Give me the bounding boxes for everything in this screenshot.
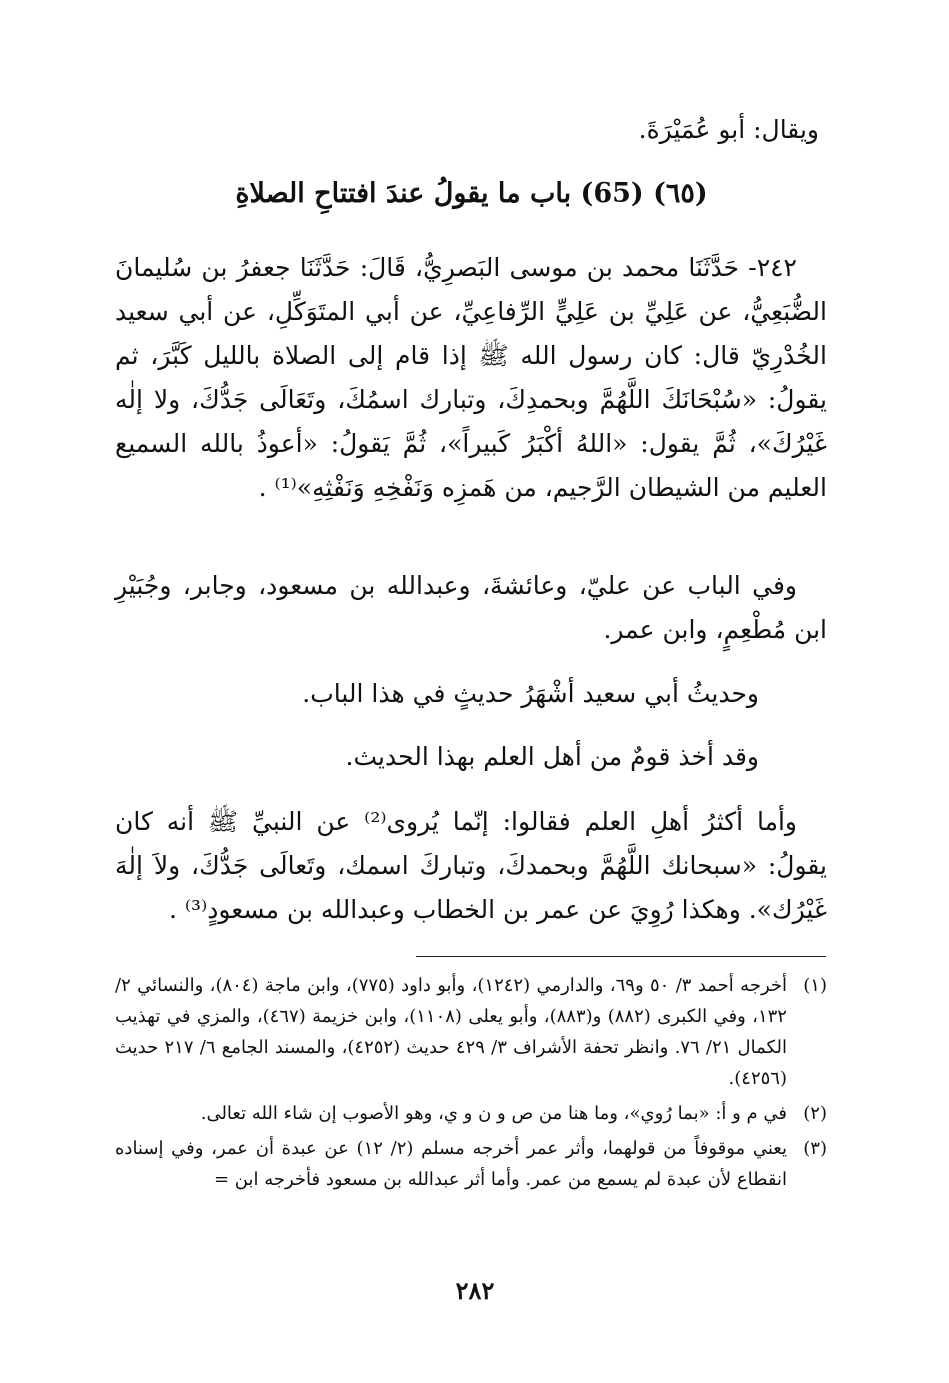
hadith-text: حَدَّثَنَا محمد بن موسى البَصرِيُّ، قَالَ: حَدَّثَنَا جعفرُ بن سُليمانَ الضُّبَعِيُّ، عن عَلِيِّ بن عَلِيٍّ الرِّفاعِيِّ، عن أبي المتَوَكِّلِ، عن أبي سعيد الخُدْرِيّ قال: كان رسول الله ﷺ إذا قام إلى الصلاة بالليل كَبَّرَ، ثم يقولُ: «سُبْحَانَكَ اللَّهُمَّ وبحمدِكَ، وتبارك اسمُكَ، وتَعَالَى جَدُّكَ، ولا إلٰه غَيْرُكَ»، ثُمَّ يقول: «اللهُ أكْبَرُ كَبيراً»، ثُمَّ يَقولُ: «أعوذُ بالله السميع العليم من الشيطان الرَّجيم، من هَمزِه وَنَفْخِهِ وَنَفْثِهِ»⁽¹⁾ . (115, 253, 827, 502)
intro-line: ويقال: أبو عُمَيْرَةَ. (638, 115, 819, 144)
footnote-text: أخرجه أحمد ٣/ ٥٠ و٦٩، والدارمي (١٢٤٢)، وأبو داود (٧٧٥)، وابن ماجة (٨٠٤)، والنسائي ٢/ ١٣٢، وفي الكبرى (٨٨٢) و(٨٨٣)، وأبو يعلى (١١٠٨)، وابن خزيمة (٤٦٧)، والمزي في تهذيب الكمال ٢١/ ٧٦. وانظر تحفة الأشراف ٣/ ٤٢٩ حديث (٤٢٥٢)، والمسند الجامع ٦/ ٢١٧ حديث (٤٢٥٦). (115, 975, 788, 1089)
footnote-text: في م و أ: «بما رُوي»، وما هنا من ص و ن و ي، وهو الأصوب إن شاء الله تعالى. (200, 1103, 787, 1124)
footnote-number: (٣) (803, 1138, 827, 1159)
footnote-number: (١) (803, 975, 827, 996)
footnote-2 (115, 1098, 827, 1129)
paragraph-text: وأما أكثرُ أهلِ العلم فقالوا: إنّما يُروى⁽²⁾ عن النبيِّ ﷺ أنه كان يقولُ: «سبحانك اللَّهُمَّ وبحمدكَ، وتباركَ اسمك، وتَعالَى جَدُّكَ، ولاَ إلٰهَ غَيْرُك». وهكذا رُوِيَ عن عمر بن الخطاب وعبدالله بن مسعودٍ⁽³⁾ . (115, 807, 827, 924)
page-number: ٢٨٢ (455, 1276, 495, 1305)
footnote-number: (٢) (803, 1103, 827, 1124)
paragraph-majority-view (115, 800, 827, 932)
paragraph-scholars-practice: وقد أخذ قومٌ من أهل العلم بهذا الحديث. (345, 742, 759, 771)
footnote-text: يعني موقوفاً من قولهما، وأثر عمر أخرجه مسلم (٢/ ١٢) عن عبدة أن عمر، وفي إسناده انقطاع لأن عبدة لم يسمع من عمر. وأما أثر عبدالله بن مسعود فأخرجه ابن = (115, 1138, 788, 1190)
footnote-divider (416, 956, 826, 957)
paragraph-most-famous: وحديثُ أبي سعيد أشْهَرُ حديثٍ في هذا الباب. (302, 679, 759, 708)
chapter-heading: (٦٥) (65) باب ما يقولُ عندَ افتتاحِ الصلاةِ (235, 178, 708, 209)
hadith-number: ٢٤٢- (748, 253, 797, 282)
paragraph-text: وفي الباب عن عليّ، وعائشةَ، وعبدالله بن مسعود، وجابر، وجُبَيْرِ ابن مُطْعِمٍ، وابن عمر. (115, 571, 827, 644)
hadith-242 (115, 246, 827, 510)
footnote-1 (115, 970, 827, 1094)
paragraph-related-narrations (115, 564, 827, 652)
footnotes (115, 970, 827, 1199)
footnote-3 (115, 1133, 827, 1195)
